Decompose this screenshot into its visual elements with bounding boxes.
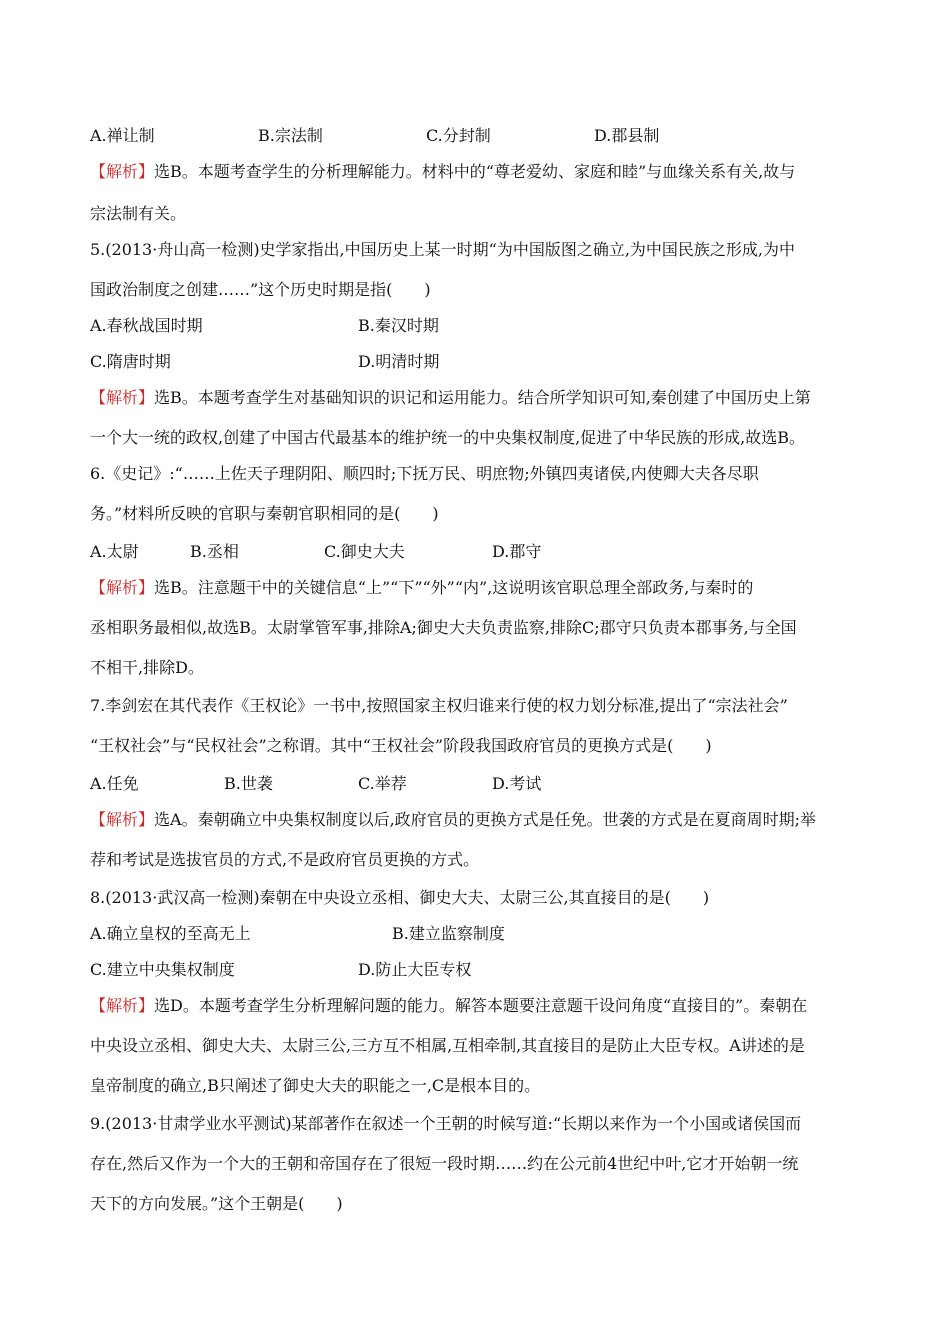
option-a: A.春秋战国时期 [90, 316, 203, 335]
options-row [90, 922, 870, 946]
analysis-text: 丞相职务最相似,故选B。太尉掌管军事,排除A;御史大夫负责监察,排除C;郡守只负责本郡事务,与全国 [90, 618, 797, 637]
option-b: B.秦汉时期 [358, 316, 439, 335]
options-row [90, 772, 870, 796]
option-a: A.禅让制 [90, 126, 155, 145]
option-d: D.考试 [492, 774, 542, 793]
analysis-tag: 【解析】 [90, 810, 155, 829]
question-text: “王权社会”与“民权社会”之称谓。其中“王权社会”阶段我国政府官员的更换方式是( ) [90, 736, 712, 755]
analysis-tag: 【解析】 [90, 162, 155, 181]
question-text: 国政治制度之创建……”这个历史时期是指( ) [90, 280, 431, 299]
option-d: D.防止大臣专权 [358, 960, 472, 979]
analysis-text: 不相干,排除D。 [90, 658, 204, 677]
option-a: A.太尉 [90, 542, 139, 561]
options-row [90, 540, 870, 564]
question-text: 存在,然后又作为一个大的王朝和帝国存在了很短一段时期……约在公元前4世纪中叶,它才开始朝一统 [90, 1154, 799, 1173]
question-text: 6.《史记》:“……上佐天子理阴阳、顺四时;下抚万民、明庶物;外镇四夷诸侯,内使卿大夫各尽职 [90, 464, 759, 483]
analysis-tag: 【解析】 [90, 578, 155, 597]
analysis-tag: 【解析】 [90, 388, 155, 407]
option-d: D.郡县制 [594, 126, 660, 145]
question-text: 9.(2013·甘肃学业水平测试)某部著作在叙述一个王朝的时候写道:“长期以来作为一个小国或诸侯国而 [90, 1114, 802, 1133]
analysis-text: 皇帝制度的确立,B只阐述了御史大夫的职能之一,C是根本目的。 [90, 1076, 541, 1095]
option-c: C.举荐 [358, 774, 407, 793]
option-b: B.建立监察制度 [392, 924, 505, 943]
analysis-text: 宗法制有关。 [90, 204, 187, 223]
question-text: 8.(2013·武汉高一检测)秦朝在中央设立丞相、御史大夫、太尉三公,其直接目的是( ) [90, 888, 710, 907]
options-row [90, 314, 870, 338]
option-b: B.丞相 [190, 542, 239, 561]
option-a: A.任免 [90, 774, 139, 793]
analysis-text: 【解析】选B。本题考查学生的分析理解能力。材料中的“尊老爱幼、家庭和睦”与血缘关系有关,故与 [90, 162, 796, 181]
analysis-text: 中央设立丞相、御史大夫、太尉三公,三方互不相属,互相牵制,其直接目的是防止大臣专权。A讲述的是 [90, 1036, 805, 1055]
question-text: 7.李剑宏在其代表作《王权论》一书中,按照国家主权归谁来行使的权力划分标准,提出了“宗法社会” [90, 696, 788, 715]
option-b: B.宗法制 [258, 126, 323, 145]
options-row [90, 124, 870, 148]
analysis-tag: 【解析】 [90, 996, 155, 1015]
analysis-text: 【解析】选D。本题考查学生分析理解问题的能力。解答本题要注意题干设问角度“直接目的”。秦朝在 [90, 996, 808, 1015]
option-c: C.隋唐时期 [90, 352, 171, 371]
option-d: D.郡守 [492, 542, 542, 561]
options-row [90, 350, 870, 374]
option-c: C.分封制 [426, 126, 491, 145]
options-row [90, 958, 870, 982]
option-c: C.建立中央集权制度 [90, 960, 235, 979]
question-text: 5.(2013·舟山高一检测)史学家指出,中国历史上某一时期“为中国版图之确立,为中国民族之形成,为中 [90, 240, 795, 259]
option-c: C.御史大夫 [324, 542, 405, 561]
option-a: A.确立皇权的至高无上 [90, 924, 251, 943]
option-d: D.明清时期 [358, 352, 440, 371]
analysis-text: 【解析】选B。本题考查学生对基础知识的识记和运用能力。结合所学知识可知,秦创建了中国历史上第 [90, 388, 811, 407]
analysis-text: 荐和考试是选拔官员的方式,不是政府官员更换的方式。 [90, 850, 480, 869]
analysis-text: 【解析】选A。秦朝确立中央集权制度以后,政府官员的更换方式是任免。世袭的方式是在夏商周时期;举 [90, 810, 817, 829]
analysis-text: 一个大一统的政权,创建了中国古代最基本的维护统一的中央集权制度,促进了中华民族的形成,故选B。 [90, 428, 806, 447]
question-text: 天下的方向发展。”这个王朝是( ) [90, 1194, 343, 1213]
analysis-text: 【解析】选B。注意题干中的关键信息“上”“下”“外”“内”,这说明该官职总理全部政务,与秦时的 [90, 578, 754, 597]
option-b: B.世袭 [224, 774, 273, 793]
question-text: 务。”材料所反映的官职与秦朝官职相同的是( ) [90, 504, 439, 523]
